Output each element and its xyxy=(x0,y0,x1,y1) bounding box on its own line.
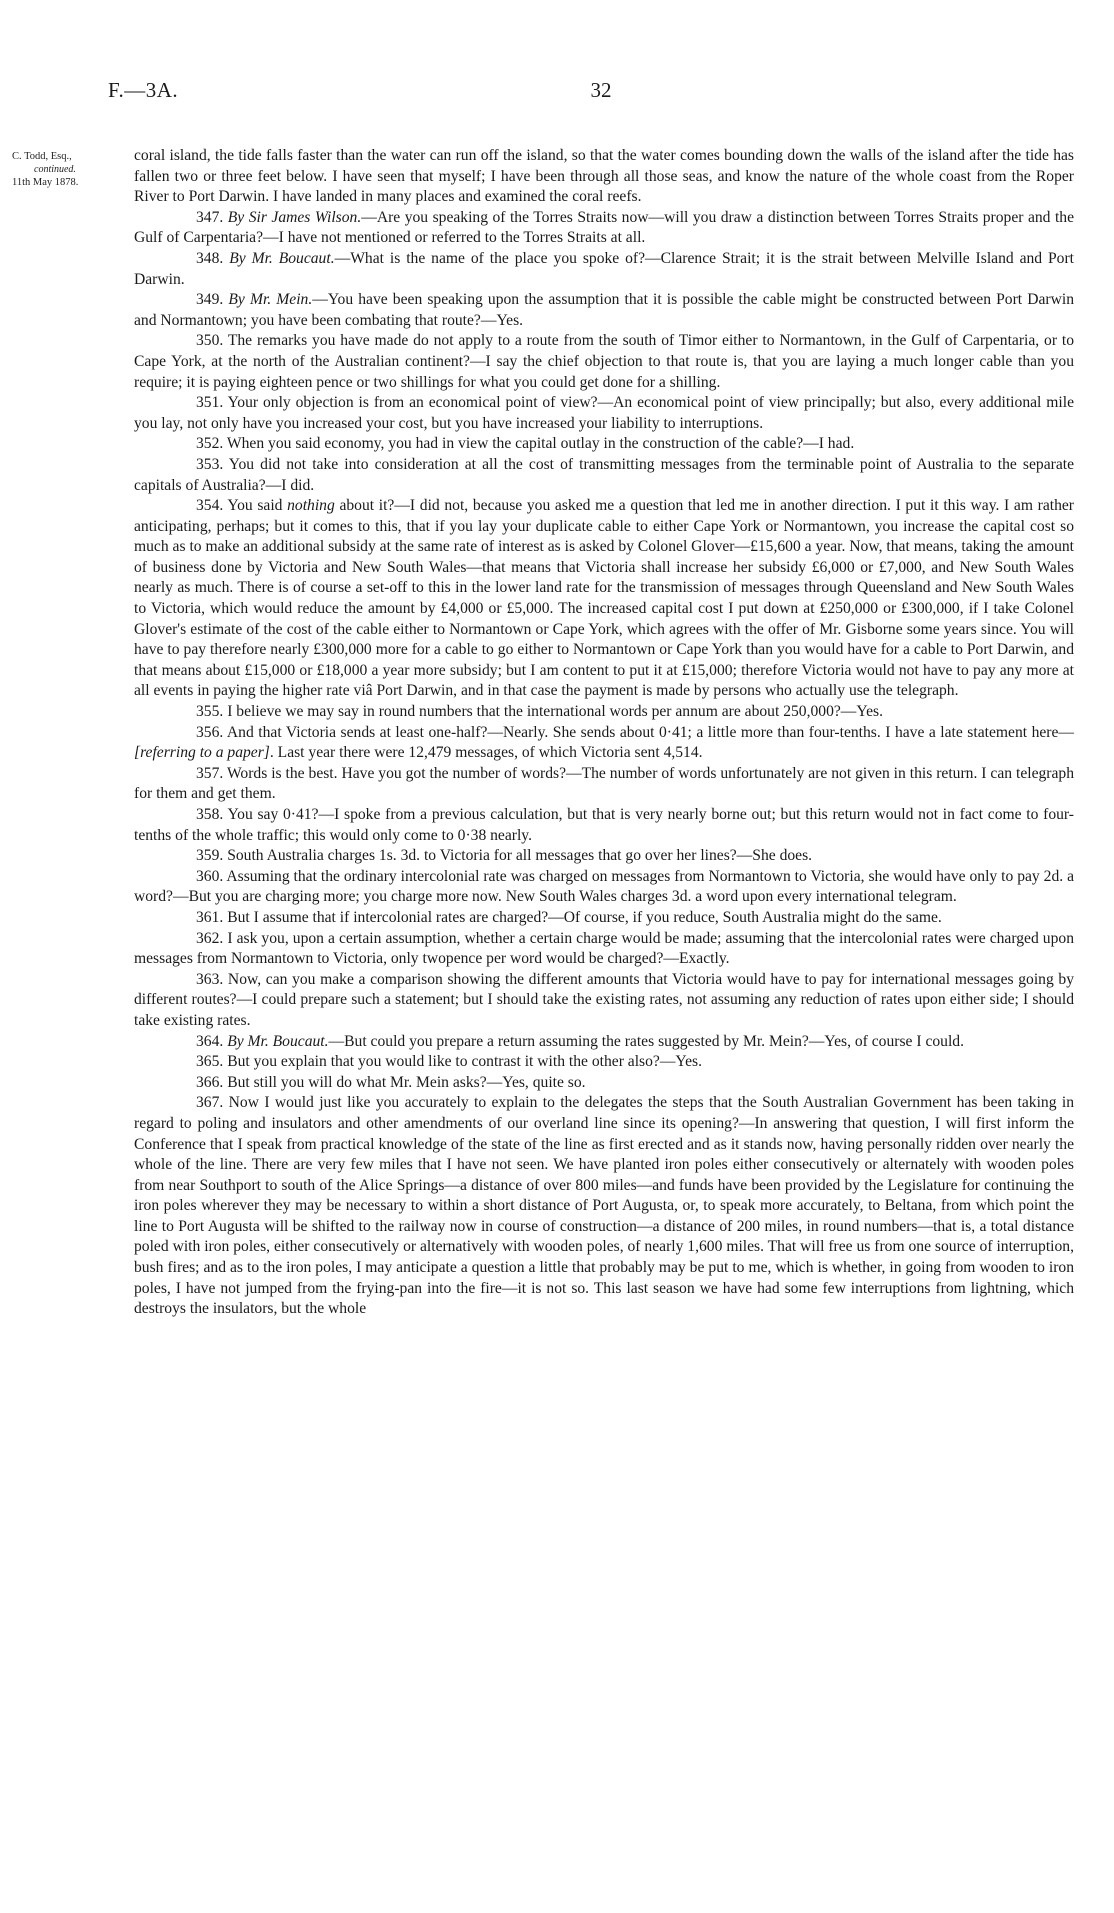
paragraph-text: —You have been speaking upon the assumption that it is possible the cable might be constructed between Port Darwin and Normantown; you have been combating that route?—Yes. xyxy=(134,291,1074,329)
paragraph-text: 357. Words is the best. Have you got the number of words?—The number of words unfortunately are not given in this return. I can telegraph for them and get them. xyxy=(134,764,1074,803)
paragraph-text: —What is the name of the place you spoke of?—Clarence Strait; it is the strait between Melville Island and Port Darwin. xyxy=(134,249,1075,288)
paragraph-text: 359. South Australia charges 1s. 3d. to Victoria for all messages that go over her lines?—She does. xyxy=(196,847,813,865)
paragraph-italic-text: nothing xyxy=(287,497,335,515)
paragraph-text: 353. You did not take into consideration at all the cost of transmitting messages from the terminable point of Australia to the separate capitals of Australia?—I did. xyxy=(134,455,1074,494)
margin-note-continued: continued. xyxy=(34,164,76,175)
paragraph xyxy=(134,702,1074,723)
paragraph xyxy=(134,331,1074,393)
paragraph xyxy=(134,846,1074,867)
paragraph-text: 348. xyxy=(196,249,230,267)
paragraph-text: —But could you prepare a return assuming the rates suggested by Mr. Mein?—Yes, of course I could. xyxy=(328,1032,964,1050)
paragraph-text: 358. You say 0·41?—I spoke from a previous calculation, but that is very nearly borne out; but this return would not in fact come to four-tenths of the whole traffic; this would only come to 0·38 nearly. xyxy=(134,806,1074,844)
paragraph-text: 352. When you said economy, you had in view the capital outlay in the construction of the cable?—I had. xyxy=(196,435,855,453)
paragraph-text: 354. You said xyxy=(196,497,288,515)
paragraph xyxy=(134,434,1074,455)
paragraph xyxy=(134,208,1074,249)
paragraph-text: . Last year there were 12,479 messages, of which Victoria sent 4,514. xyxy=(269,744,703,762)
paragraph-text: 347. xyxy=(196,208,228,226)
paragraph-text: 361. But I assume that if intercolonial rates are charged?—Of course, if you reduce, South Australia might do the same. xyxy=(196,908,942,926)
paragraph-text: 350. The remarks you have made do not apply to a route from the south of Timor either to Normantown, in the Gulf of Carpentaria, or to Cape York, at the north of the Australian continent?—I say the chief objection to that route is, that you are laying a much longer cable than you require; it is paying eighteen pence or two shillings for what you could get done for a shilling. xyxy=(134,332,1074,391)
paragraph xyxy=(134,393,1074,434)
paragraph-text: coral island, the tide falls faster than the water can run off the island, so that the water comes bounding down the walls of the island after the tide has fallen two or three feet below. I have seen that myself; I have been through all those seas, and know the nature of the whole coast from the Roper River to Port Darwin. I have landed in many places and examined the coral reefs. xyxy=(134,147,1074,206)
paragraph-text: 365. But you explain that you would like to contrast it with the other also?—Yes. xyxy=(196,1053,703,1071)
paragraph xyxy=(134,929,1074,970)
paragraph-italic-text: [referring to a paper] xyxy=(134,744,270,762)
margin-note-date: 11th May 1878. xyxy=(12,177,79,188)
paragraph-text: 351. Your only objection is from an economical point of view?—An economical point of view principally; but also, every additional mile you lay, not only have you increased your cost, but you have increased your liability to interruptions. xyxy=(134,394,1074,432)
paragraph-text: —Are you speaking of the Torres Straits now—will you draw a distinction between Torres Straits proper and the Gulf of Carpentaria?—I have not mentioned or referred to the Torres Straits at all. xyxy=(134,208,1074,247)
paragraph xyxy=(134,1032,1074,1053)
paragraph-text: 355. I believe we may say in round numbers that the international words per annum are about 250,000?—Yes. xyxy=(196,703,883,721)
paragraph-italic-text: By Sir James Wilson. xyxy=(227,208,362,226)
paragraph-text: 367. Now I would just like you accurately to explain to the delegates the steps that the South Australian Government has been taking in regard to poling and insulators and other amendments of our overland line since its opening?—In answering that question, I will first inform the Conference that I speak from practical knowledge of the state of the line as first erected and as it stands now, having personally ridden over nearly the whole of the line. There are very few miles that I have not seen. We have planted iron poles either consecutively or alternately with wooden poles from near Southport to south of the Alice Springs—a distance of over 800 miles—and funds have been provided by the Legislature for continuing the iron poles wherever they may be necessary to within a short distance of Port Augusta, or, to speak more accurately, to Beltana, from which point the line to Port Augusta will be shifted to the railway now in course of construction—a distance of 200 miles, in round numbers—that is, a total distance poled with iron poles, either consecutively or alternatively with wooden poles, of nearly 1,600 miles. That will free us from one source of interruption, bush fires; and as to the iron poles, I may anticipate a question a little that probably may be put to me, which is whether, in going from wooden to iron poles, I have not jumped from the frying-pan into the fire—it is not so. This last season we have had some few interruptions from lightning, which destroys the insulators, but the whole xyxy=(134,1094,1074,1318)
paragraph xyxy=(134,455,1074,496)
paragraph xyxy=(134,1052,1074,1073)
paragraph xyxy=(134,805,1074,846)
paragraph-text: 363. Now, can you make a comparison showing the different amounts that Victoria would have to pay for international messages going by different routes?—I could prepare such a statement; but I should take the existing rates, not assuming any reduction of rates upon either side; I should take existing rates. xyxy=(134,970,1074,1029)
paragraph xyxy=(134,249,1074,290)
paragraph xyxy=(134,970,1074,1032)
paragraph-italic-text: By Mr. Boucaut. xyxy=(229,249,335,267)
paragraph-text: 356. And that Victoria sends at least one-half?—Nearly. She sends about 0·41; a little more than four-tenths. I have a late statement here— xyxy=(196,723,1074,741)
paragraph xyxy=(134,908,1074,929)
paragraph-text: 364. xyxy=(196,1032,228,1050)
page-reference: F.—3A. xyxy=(108,78,179,102)
paragraph-text: 362. I ask you, upon a certain assumption, whether a certain charge would be made; assuming that the intercolonial rates were charged upon messages from Normantown to Victoria, only twopence per word would be charged?—Exactly. xyxy=(134,929,1074,968)
paragraph-text: about it?—I did not, because you asked me a question that led me in another direction. I put it this way. I am rather anticipating, perhaps; but it comes to this, that if you lay your duplicate cable to either Cape York or Normantown, you increase the capital cost so much as to make an additional subsidy at the same rate of interest as is asked by Colonel Glover—£15,600 a year. Now, that means, taking the amount of business done by Victoria and New South Wales—that means that Victoria shall increase her subsidy £6,000 or £7,000, and New South Wales nearly as much. There is of course a set-off to this in the lower land rate for the transmission of messages through Queensland and New South Wales to Victoria, which would reduce the amount by £4,000 or £5,000. The increased capital cost I put down at £250,000 or £300,000, if I take Colonel Glover's estimate of the cost of the cable either to Normantown or Cape York, which agrees with the offer of Mr. Gisborne some years since. You will have to pay therefore nearly £300,000 more for a cable to go either to Normantown or Cape York than you would have for a cable to Port Darwin, and that means about £15,000 or £18,000 a year more subsidy; but I am content to put it at £15,000; therefore Victoria would not have to pay any more at all events in paying the higher rate viâ Port Darwin, and in that case the payment is made by persons who actually use the telegraph. xyxy=(134,497,1074,700)
paragraph xyxy=(134,723,1074,764)
page-header xyxy=(108,78,1094,118)
margin-note-witness: C. Todd, Esq., xyxy=(12,151,72,162)
paragraph xyxy=(134,290,1074,331)
paragraph-italic-text: By Mr. Mein. xyxy=(228,291,313,309)
margin-note xyxy=(12,150,122,189)
paragraph xyxy=(134,1073,1074,1094)
paragraph-italic-text: By Mr. Boucaut. xyxy=(227,1032,329,1050)
paragraph xyxy=(134,146,1074,208)
paragraph-text: 360. Assuming that the ordinary intercolonial rate was charged on messages from Normantown to Victoria, she would have only to pay 2d. a word?—But you are charging more; you charge more now. New South Wales charges 3d. a word upon every international telegram. xyxy=(134,867,1074,906)
paragraph-text: 366. But still you will do what Mr. Mein asks?—Yes, quite so. xyxy=(196,1073,586,1091)
paragraph xyxy=(134,1093,1074,1320)
paragraph xyxy=(134,764,1074,805)
paragraph-text: 349. xyxy=(196,291,229,309)
document-body xyxy=(134,146,1074,1320)
paragraph xyxy=(134,496,1074,702)
page-number: 32 xyxy=(590,78,612,102)
paragraph xyxy=(134,867,1074,908)
